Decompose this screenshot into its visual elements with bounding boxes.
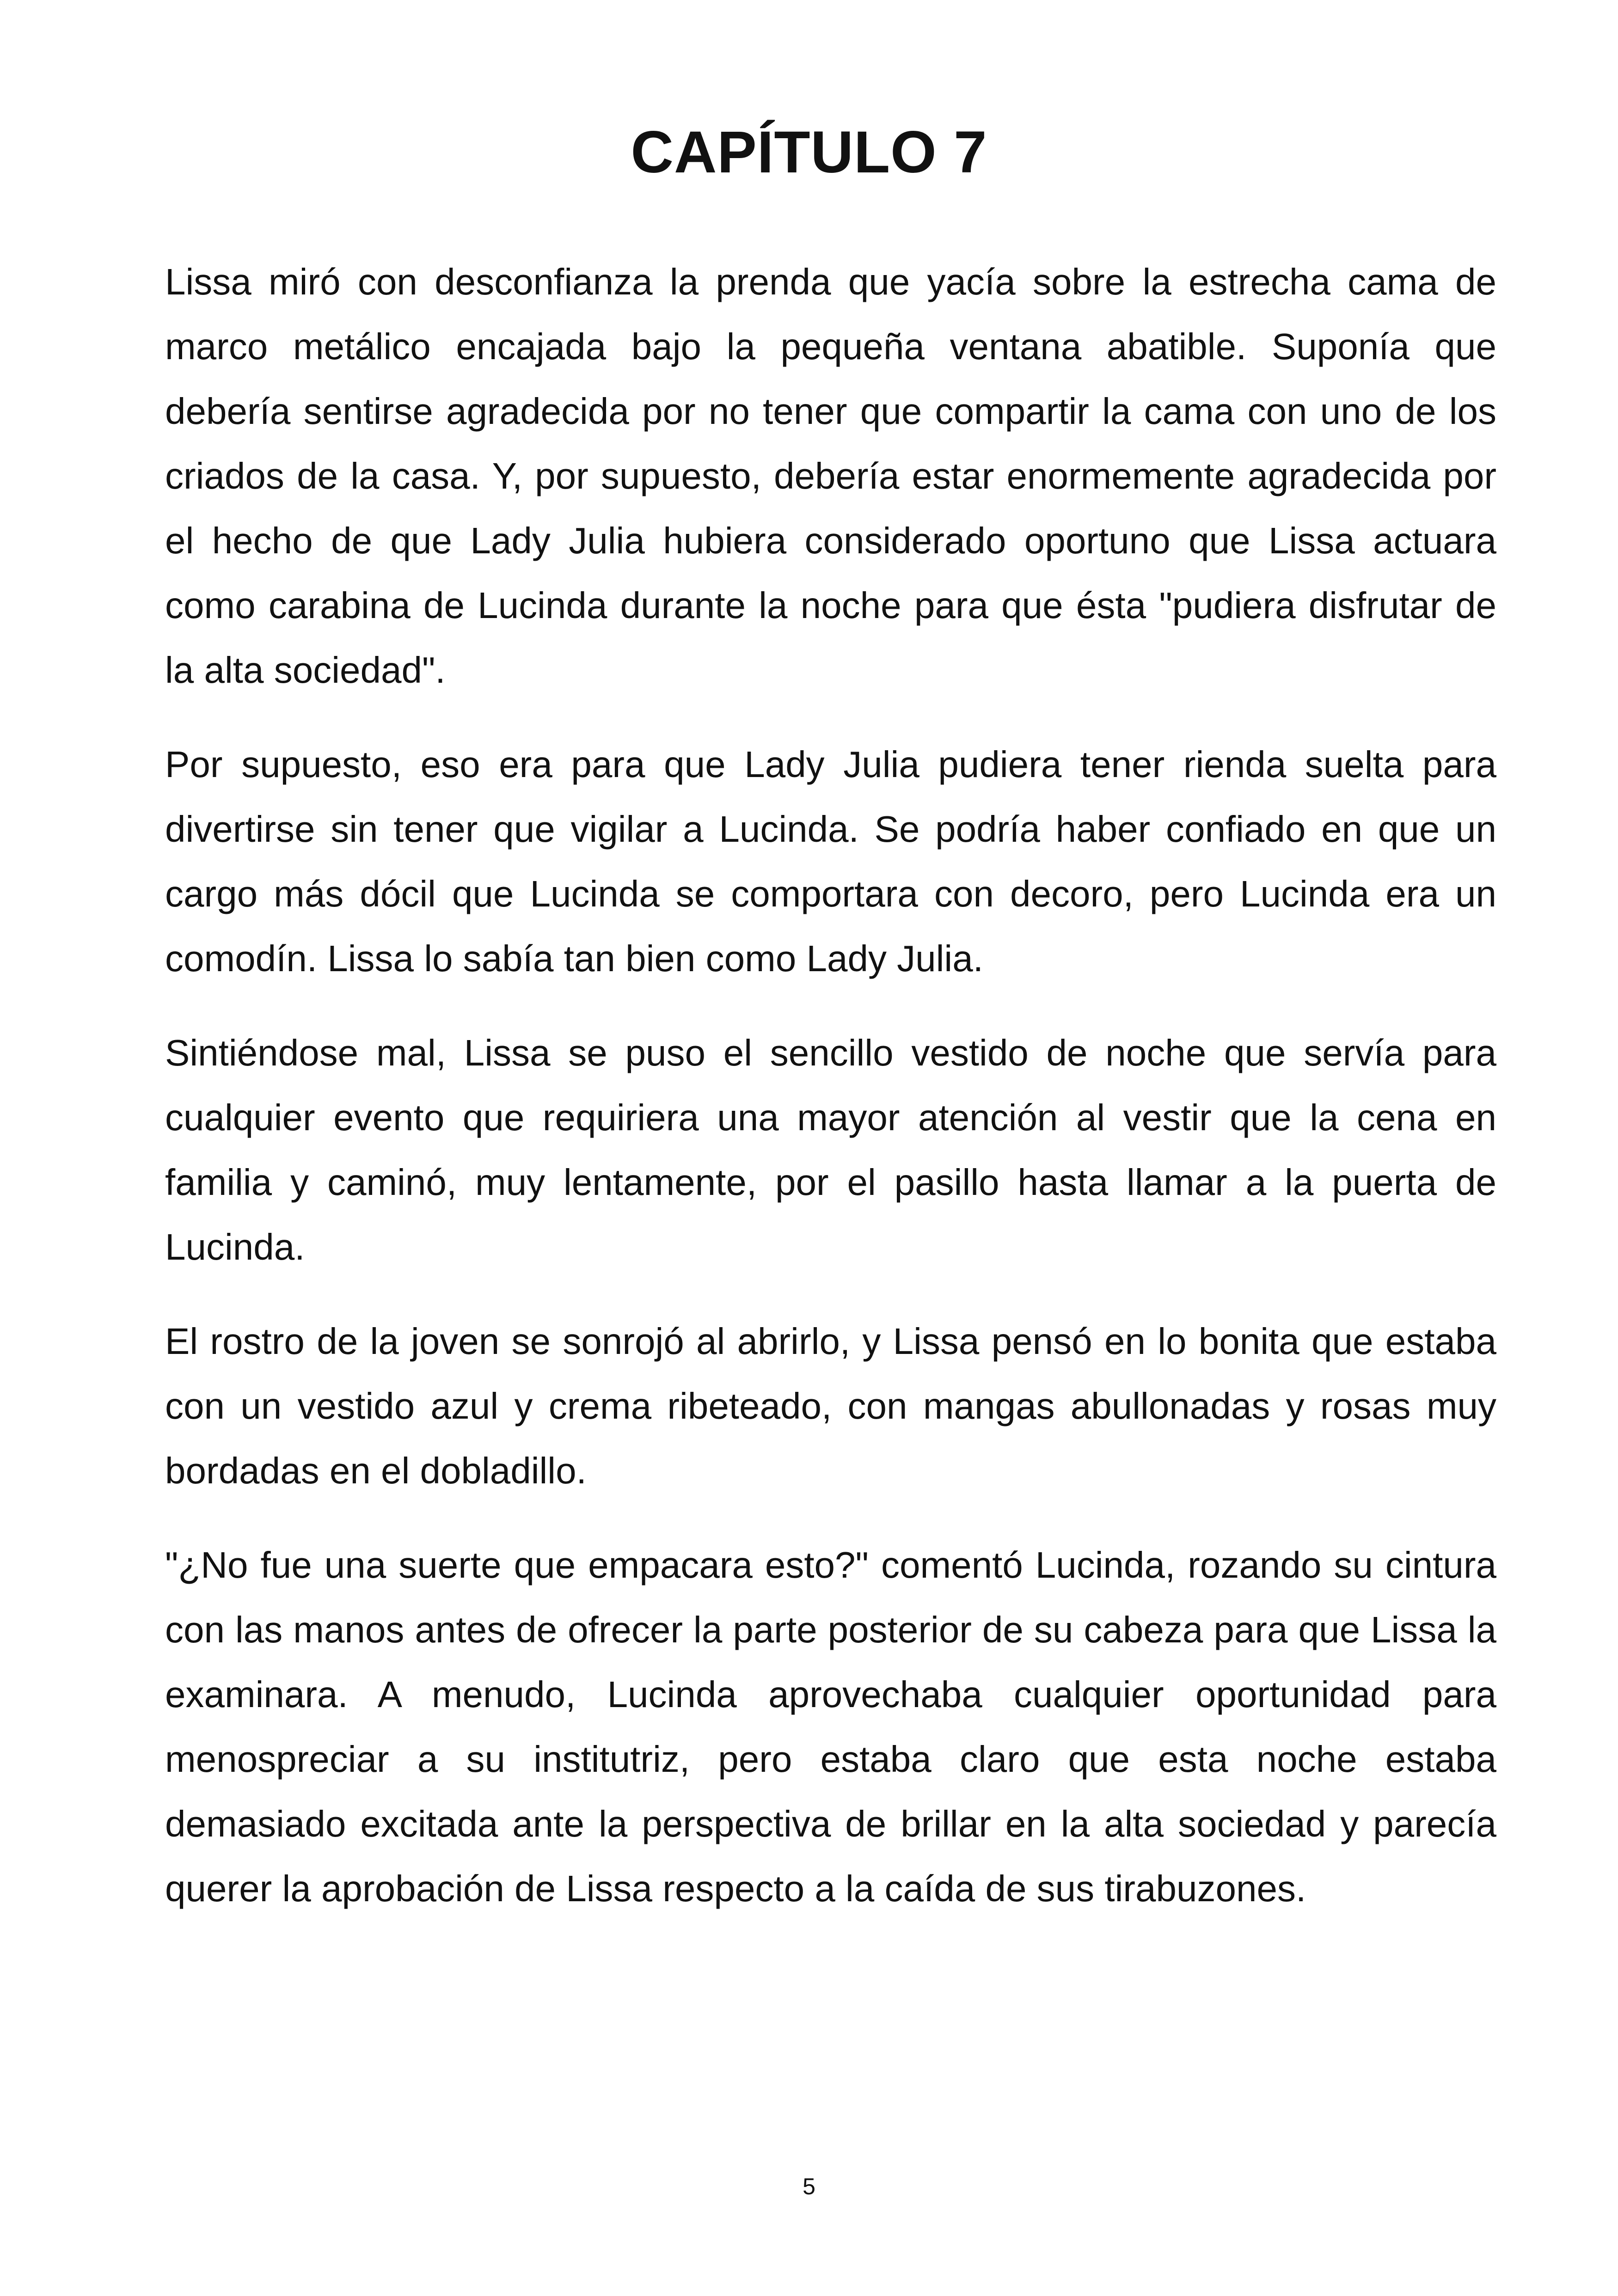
paragraph-3: Sintiéndose mal, Lissa se puso el sencillo vestido de noche que servía para cualquier evento que requiriera una mayor atención al vestir que la cena en familia y caminó, muy lentamente, por el pasillo hasta llamar a la puerta de Lucinda. [165,1032,1496,1267]
chapter-title: CAPÍTULO 7 [631,119,987,185]
paragraph-5: "¿No fue una suerte que empacara esto?" comentó Lucinda, rozando su cintura con las manos antes de ofrecer la parte posterior de su cabeza para que Lissa la examinara. A menudo, Lucinda aprovechaba cualquier oportunidad para menospreciar a su institutriz, pero estaba claro que esta noche estaba demasiado excitada ante la perspectiva de brillar en la alta sociedad y parecía querer la aprobación de Lissa respecto a la caída de sus tirabuzones. [165,1544,1496,1909]
page-number: 5 [803,2174,815,2199]
chapter-body [165,250,1496,1951]
paragraph-1: Lissa miró con desconfianza la prenda que yacía sobre la estrecha cama de marco metálico encajada bajo la pequeña ventana abatible. Suponía que debería sentirse agradecida por no tener que compartir la cama con uno de los criados de la casa. Y, por supuesto, debería estar enormemente agradecida por el hecho de que Lady Julia hubiera considerado oportuno que Lissa actuara como carabina de Lucinda durante la noche para que ésta "pudiera disfrutar de la alta sociedad". [165,261,1496,691]
paragraph-4: El rostro de la joven se sonrojó al abrirlo, y Lissa pensó en lo bonita que estaba con un vestido azul y crema ribeteado, con mangas abullonadas y rosas muy bordadas en el dobladillo. [165,1321,1496,1491]
paragraph-2: Por supuesto, eso era para que Lady Julia pudiera tener rienda suelta para divertirse sin tener que vigilar a Lucinda. Se podría haber confiado en que un cargo más dócil que Lucinda se comportara con decoro, pero Lucinda era un comodín. Lissa lo sabía tan bien como Lady Julia. [165,744,1496,979]
